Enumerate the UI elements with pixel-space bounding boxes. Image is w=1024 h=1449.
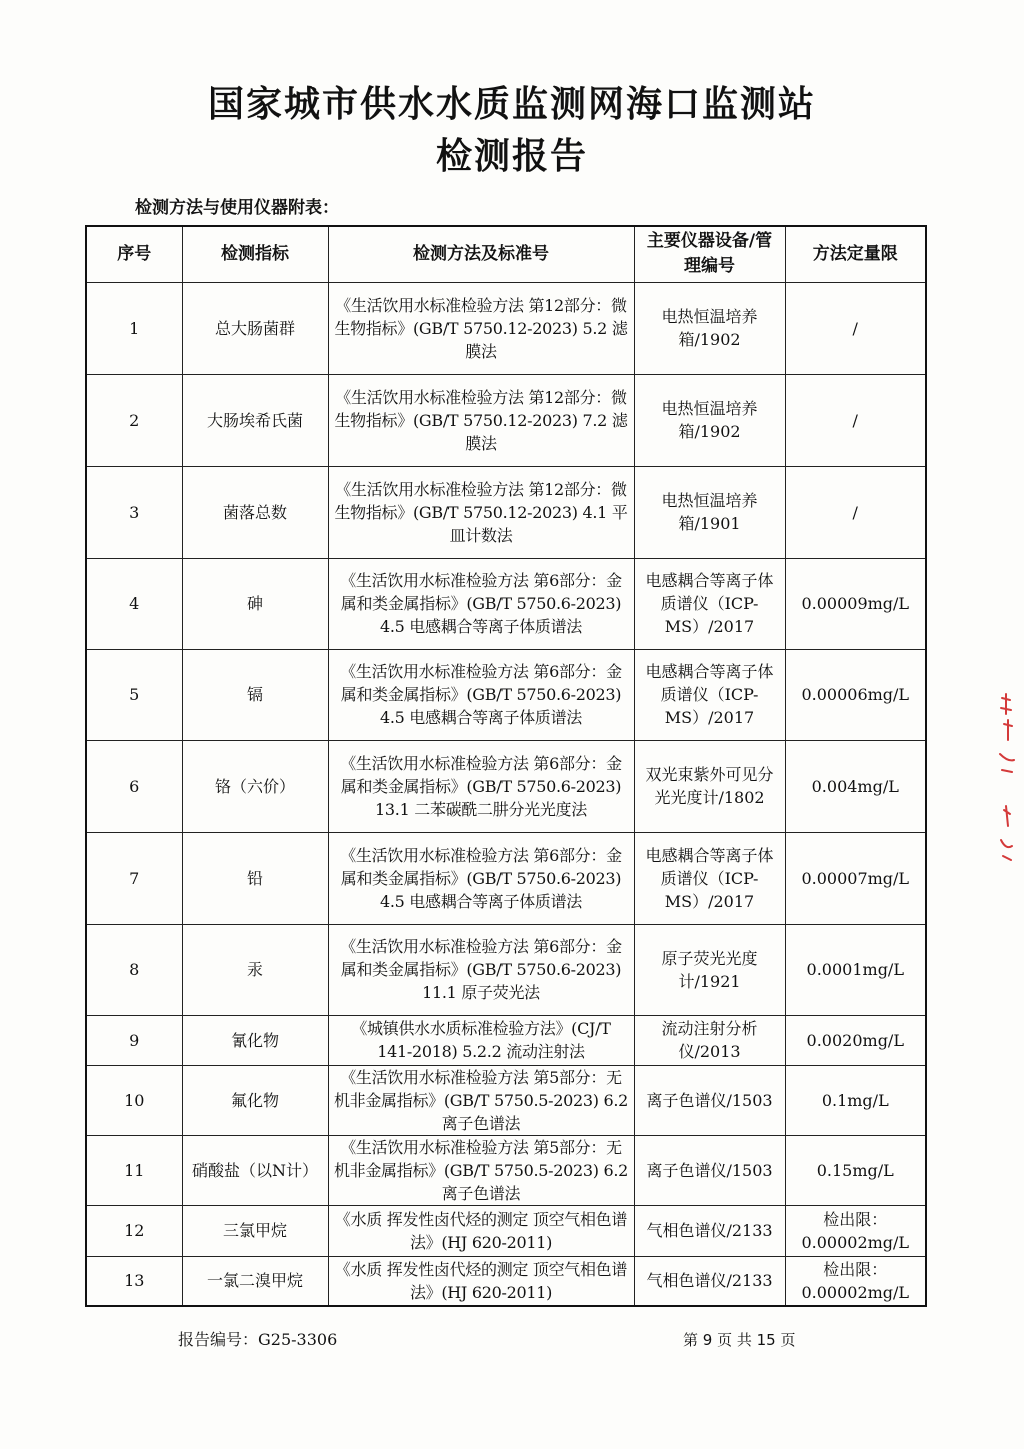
- instrument-cell: 气相色谱仪/2133: [634, 1256, 785, 1306]
- indicator-cell: 大肠埃希氏菌: [182, 374, 328, 466]
- header-no: 序号: [86, 226, 182, 282]
- report-title-line2: 检测报告: [435, 136, 588, 177]
- method-cell: 《城镇供水水质标准检验方法》(CJ/T 141-2018) 5.2.2 流动注射法: [328, 1015, 634, 1065]
- limit-cell: 0.00007mg/L: [785, 832, 926, 924]
- method-cell: 《生活饮用水标准检验方法 第5部分：无机非金属指标》(GB/T 5750.5-2023) 6.2 离子色谱法: [328, 1065, 634, 1135]
- instrument-cell: 离子色谱仪/1503: [634, 1135, 785, 1205]
- limit-cell: 0.0020mg/L: [785, 1015, 926, 1065]
- limit-cell: 0.00009mg/L: [785, 558, 926, 649]
- table-row: [86, 1135, 926, 1205]
- method-cell: 《水质 挥发性卤代烃的测定 顶空气相色谱法》(HJ 620-2011): [328, 1256, 634, 1306]
- header-item: 检测指标: [182, 226, 328, 282]
- table-row: [86, 466, 926, 558]
- row-number-cell: 2: [86, 374, 182, 466]
- limit-cell: 0.0001mg/L: [785, 924, 926, 1015]
- method-cell: 《生活饮用水标准检验方法 第5部分：无机非金属指标》(GB/T 5750.5-2023) 6.2 离子色谱法: [328, 1135, 634, 1205]
- instrument-cell: 气相色谱仪/2133: [634, 1205, 785, 1256]
- indicator-cell: 汞: [182, 924, 328, 1015]
- row-number-cell: 5: [86, 649, 182, 740]
- row-number-cell: 3: [86, 466, 182, 558]
- seal-stamp-fragment: [996, 690, 1016, 870]
- table-row: [86, 1015, 926, 1065]
- method-cell: 《水质 挥发性卤代烃的测定 顶空气相色谱法》(HJ 620-2011): [328, 1205, 634, 1256]
- table-row: [86, 649, 926, 740]
- method-cell: 《生活饮用水标准检验方法 第6部分：金属和类金属指标》(GB/T 5750.6-2023) 4.5 电感耦合等离子体质谱法: [328, 649, 634, 740]
- instrument-cell: 电感耦合等离子体质谱仪（ICP-MS）/2017: [634, 558, 785, 649]
- header-method: 检测方法及标准号: [328, 226, 634, 282]
- indicator-cell: 镉: [182, 649, 328, 740]
- report-title-line1: 国家城市供水水质监测网海口监测站: [207, 84, 816, 125]
- method-cell: 《生活饮用水标准检验方法 第6部分：金属和类金属指标》(GB/T 5750.6-2023) 4.5 电感耦合等离子体质谱法: [328, 832, 634, 924]
- report-number: 报告编号：G25-3306: [178, 1330, 338, 1349]
- table-row: [86, 1205, 926, 1256]
- limit-cell: 0.1mg/L: [785, 1065, 926, 1135]
- indicator-cell: 铬（六价）: [182, 740, 328, 832]
- row-number-cell: 6: [86, 740, 182, 832]
- limit-cell: 0.004mg/L: [785, 740, 926, 832]
- method-cell: 《生活饮用水标准检验方法 第6部分：金属和类金属指标》(GB/T 5750.6-2023) 11.1 原子荧光法: [328, 924, 634, 1015]
- indicator-cell: 一氯二溴甲烷: [182, 1256, 328, 1306]
- row-number-cell: 1: [86, 282, 182, 374]
- instrument-cell: 原子荧光光度计/1921: [634, 924, 785, 1015]
- instrument-cell: 双光束紫外可见分光光度计/1802: [634, 740, 785, 832]
- indicator-cell: 氟化物: [182, 1065, 328, 1135]
- row-number-cell: 13: [86, 1256, 182, 1306]
- page-indicator: 第 9 页 共 15 页: [683, 1331, 796, 1349]
- indicator-cell: 氰化物: [182, 1015, 328, 1065]
- table-row: [86, 924, 926, 1015]
- method-cell: 《生活饮用水标准检验方法 第12部分：微生物指标》(GB/T 5750.12-2023) 7.2 滤膜法: [328, 374, 634, 466]
- instrument-cell: 电热恒温培养箱/1901: [634, 466, 785, 558]
- limit-cell: 0.00006mg/L: [785, 649, 926, 740]
- row-number-cell: 4: [86, 558, 182, 649]
- table-row: [86, 282, 926, 374]
- instrument-cell: 流动注射分析仪/2013: [634, 1015, 785, 1065]
- row-number-cell: 10: [86, 1065, 182, 1135]
- method-instrument-table: [85, 225, 927, 1307]
- instrument-cell: 电感耦合等离子体质谱仪（ICP-MS）/2017: [634, 649, 785, 740]
- limit-cell: 检出限：0.00002mg/L: [785, 1256, 926, 1306]
- indicator-cell: 菌落总数: [182, 466, 328, 558]
- limit-cell: /: [785, 282, 926, 374]
- header-instrument: 主要仪器设备/管理编号: [634, 226, 785, 282]
- row-number-cell: 8: [86, 924, 182, 1015]
- row-number-cell: 9: [86, 1015, 182, 1065]
- header-limit: 方法定量限: [785, 226, 926, 282]
- row-number-cell: 12: [86, 1205, 182, 1256]
- indicator-cell: 砷: [182, 558, 328, 649]
- indicator-cell: 铅: [182, 832, 328, 924]
- method-cell: 《生活饮用水标准检验方法 第6部分：金属和类金属指标》(GB/T 5750.6-2023) 4.5 电感耦合等离子体质谱法: [328, 558, 634, 649]
- row-number-cell: 11: [86, 1135, 182, 1205]
- table-row: [86, 374, 926, 466]
- indicator-cell: 三氯甲烷: [182, 1205, 328, 1256]
- table-row: [86, 740, 926, 832]
- instrument-cell: 电热恒温培养箱/1902: [634, 282, 785, 374]
- row-number-cell: 7: [86, 832, 182, 924]
- method-cell: 《生活饮用水标准检验方法 第6部分：金属和类金属指标》(GB/T 5750.6-2023) 13.1 二苯碳酰二肼分光光度法: [328, 740, 634, 832]
- limit-cell: /: [785, 466, 926, 558]
- table-row: [86, 558, 926, 649]
- indicator-cell: 总大肠菌群: [182, 282, 328, 374]
- instrument-cell: 电感耦合等离子体质谱仪（ICP-MS）/2017: [634, 832, 785, 924]
- method-cell: 《生活饮用水标准检验方法 第12部分：微生物指标》(GB/T 5750.12-2023) 5.2 滤膜法: [328, 282, 634, 374]
- table-row: [86, 832, 926, 924]
- instrument-cell: 离子色谱仪/1503: [634, 1065, 785, 1135]
- instrument-cell: 电热恒温培养箱/1902: [634, 374, 785, 466]
- method-cell: 《生活饮用水标准检验方法 第12部分：微生物指标》(GB/T 5750.12-2023) 4.1 平皿计数法: [328, 466, 634, 558]
- limit-cell: /: [785, 374, 926, 466]
- limit-cell: 检出限：0.00002mg/L: [785, 1205, 926, 1256]
- indicator-cell: 硝酸盐（以N计）: [182, 1135, 328, 1205]
- table-row: [86, 1065, 926, 1135]
- limit-cell: 0.15mg/L: [785, 1135, 926, 1205]
- table-header-row: [86, 226, 926, 282]
- table-caption: 检测方法与使用仪器附表：: [135, 198, 339, 218]
- table-row: [86, 1256, 926, 1306]
